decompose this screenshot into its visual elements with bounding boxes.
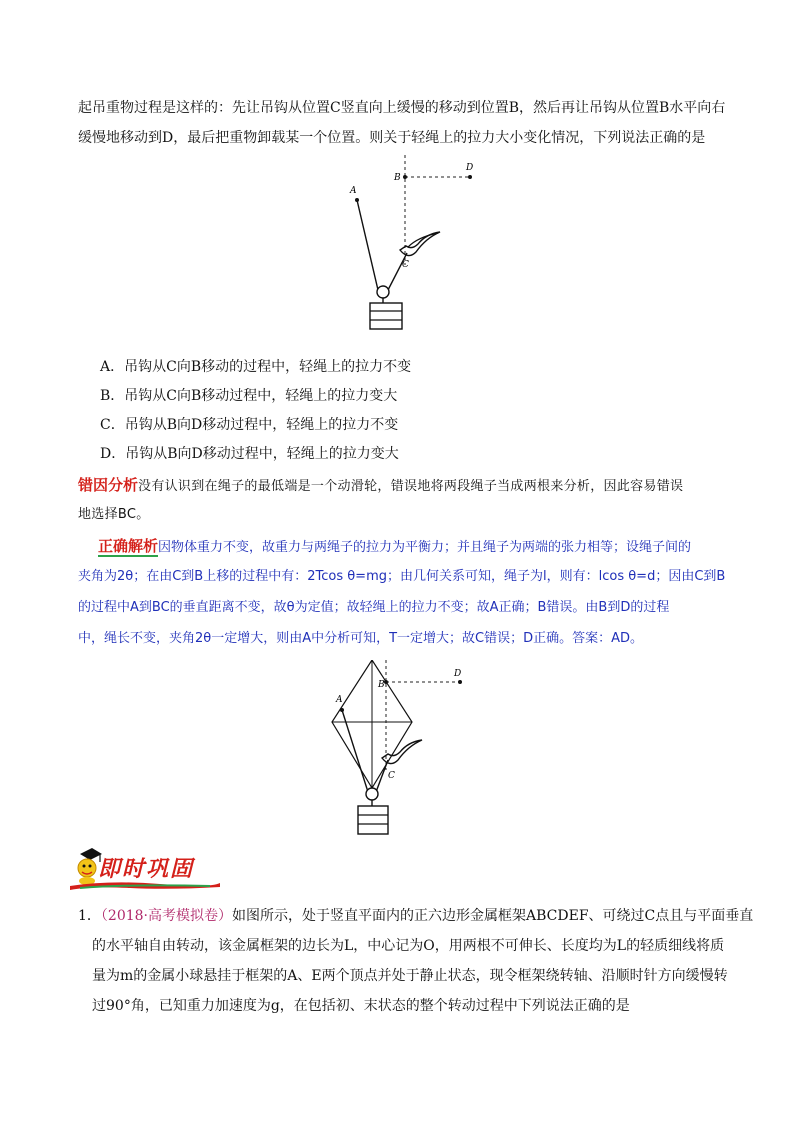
rope-left bbox=[357, 200, 378, 290]
option-c: C．吊钩从B向D移动过程中，轻绳上的拉力不变 bbox=[100, 417, 399, 433]
rope-right bbox=[388, 253, 407, 290]
hook bbox=[400, 232, 440, 256]
label-a: A bbox=[350, 186, 357, 196]
label-d: D bbox=[466, 163, 474, 173]
figure-1 bbox=[330, 155, 490, 335]
label-b: B bbox=[394, 173, 401, 183]
solution-line-2: 夹角为2θ；在由C到B上移的过程中有：2Tcos θ=mg；由几何关系可知，绳子为l，则有：lcos θ=d；因由C到B bbox=[78, 569, 726, 584]
question-line-1: 起吊重物过程是这样的：先让吊钩从位置C竖直向上缓慢的移动到位置B，然后再让吊钩从位置B水平向右 bbox=[78, 100, 726, 116]
option-d: D．吊钩从B向D移动过程中，轻绳上的拉力变大 bbox=[100, 446, 399, 462]
section-title: 即时巩固 bbox=[98, 857, 195, 882]
fig2-label-c: C bbox=[388, 771, 395, 781]
problem-1-line-3: 量为m的金属小球悬挂于框架的A、E两个顶点并处于静止状态，现令框架绕转轴、沿顺时针方向缓慢转 bbox=[92, 968, 728, 984]
label-c: C bbox=[402, 260, 409, 270]
solution-line-4: 中，绳长不变，夹角2θ一定增大，则由A中分析可知，T一定增大；故C错误；D正确。答案：AD。 bbox=[78, 631, 644, 646]
option-b: B．吊钩从C向B移动过程中，轻绳上的拉力变大 bbox=[100, 388, 398, 404]
fig2-label-b: B bbox=[378, 680, 385, 690]
point-b bbox=[403, 175, 407, 179]
figure-2 bbox=[320, 660, 480, 840]
weight bbox=[370, 303, 402, 329]
error-analysis-line-2: 地选择BC。 bbox=[78, 507, 150, 522]
problem-1-line-2: 的水平轴自由转动，该金属框架的边长为L，中心记为O，用两根不可伸长、长度均为L的轻质细线将质 bbox=[92, 938, 725, 954]
error-analysis-tag: 错因分析 bbox=[78, 476, 139, 494]
problem-1-text-1: 如图所示，处于竖直平面内的正六边形金属框架ABCDEF、可绕过C点且与平面垂直 bbox=[232, 908, 754, 924]
section-underline bbox=[70, 878, 220, 892]
option-a: A．吊钩从C向B移动的过程中，轻绳上的拉力不变 bbox=[100, 359, 412, 375]
error-analysis-line-1 bbox=[78, 475, 683, 497]
point-d bbox=[468, 175, 472, 179]
fig2-label-a: A bbox=[336, 695, 343, 705]
question-line-2: 缓慢地移动到D，最后把重物卸载某一个位置。则关于轻绳上的拉力大小变化情况，下列说法正确的是 bbox=[78, 130, 706, 146]
solution-tag: 正确解析 bbox=[98, 537, 159, 555]
problem-number: 1． bbox=[78, 908, 101, 924]
solution-text-1: 因物体重力不变，故重力与两绳子的拉力为平衡力；并且绳子为两端的张力相等；设绳子间的 bbox=[158, 540, 692, 555]
pulley bbox=[377, 286, 389, 298]
solution-line-3: 的过程中A到BC的垂直距离不变，故θ为定值；故轻绳上的拉力不变；故A正确；B错误。由B到D的过程 bbox=[78, 600, 670, 615]
error-analysis-text: 没有认识到在绳子的最低端是一个动滑轮，错误地将两段绳子当成两根来分析，因此容易错误 bbox=[138, 479, 684, 494]
problem-1-line-4: 过90°角，已知重力加速度为g，在包括初、末状态的整个转动过程中下列说法正确的是 bbox=[92, 998, 630, 1014]
problem-1-line-1 bbox=[78, 906, 753, 926]
problem-source: （2018·高考模拟卷） bbox=[100, 908, 233, 924]
fig2-label-d: D bbox=[454, 669, 462, 679]
solution-line-1 bbox=[98, 536, 691, 558]
